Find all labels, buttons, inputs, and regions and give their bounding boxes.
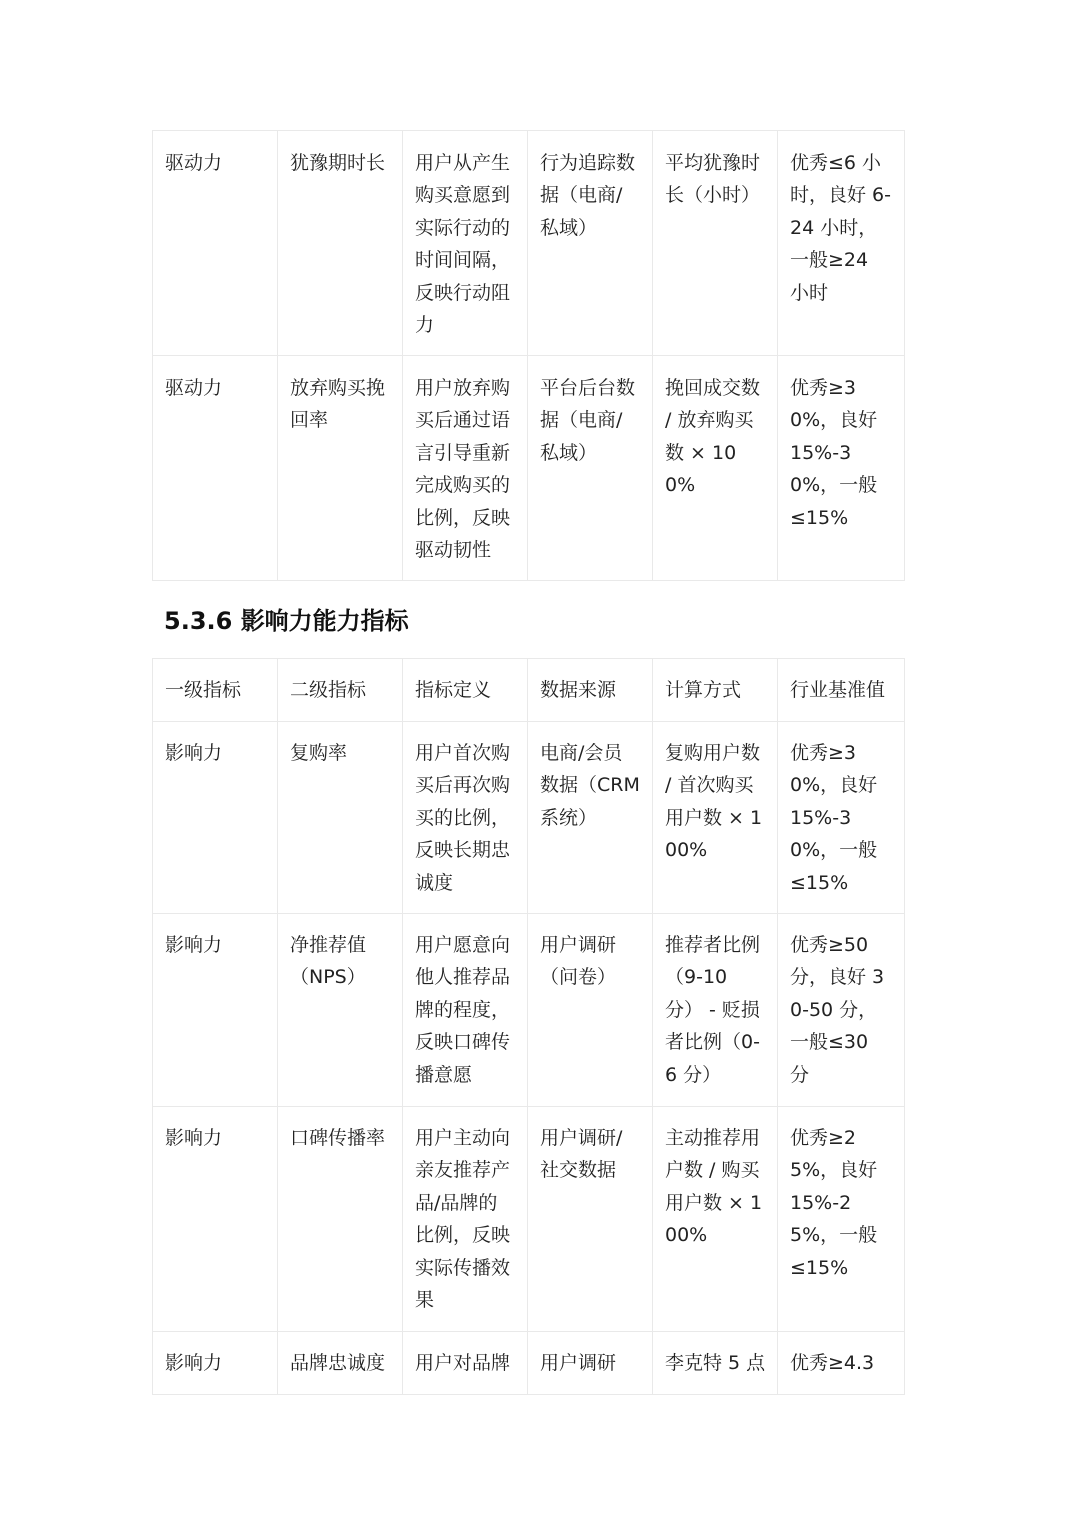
table-cell: 复购用户数 / 首次购买用户数 × 100% xyxy=(653,722,778,914)
column-header: 一级指标 xyxy=(153,659,278,722)
table-cell: 用户从产生购买意愿到实际行动的时间间隔，反映行动阻力 xyxy=(403,131,528,356)
table-cell: 用户调研 xyxy=(528,1332,653,1395)
table-cell: 优秀≥30%，良好 15%-30%，一般≤15% xyxy=(778,722,905,914)
table-row xyxy=(153,356,905,581)
column-header: 二级指标 xyxy=(278,659,403,722)
table-header-row xyxy=(153,659,905,722)
table-cell: 推荐者比例（9-10 分） - 贬损者比例（0-6 分） xyxy=(653,914,778,1107)
table-cell: 用户对品牌 xyxy=(403,1332,528,1395)
driving-force-table xyxy=(152,130,905,581)
table-cell: 优秀≥4.3 xyxy=(778,1332,905,1395)
influence-indicator-table xyxy=(152,658,905,1395)
table-cell: 影响力 xyxy=(153,1107,278,1332)
column-header: 指标定义 xyxy=(403,659,528,722)
table-row xyxy=(153,1332,905,1395)
table-cell: 用户调研/社交数据 xyxy=(528,1107,653,1332)
section-heading: 5.3.6 影响力能力指标 xyxy=(164,607,409,635)
table-row xyxy=(153,1107,905,1332)
table-cell: 行为追踪数据（电商/私域） xyxy=(528,131,653,356)
column-header: 计算方式 xyxy=(653,659,778,722)
table-cell: 优秀≥30%，良好 15%-30%，一般≤15% xyxy=(778,356,905,581)
table-cell: 驱动力 xyxy=(153,131,278,356)
table-cell: 用户愿意向他人推荐品牌的程度，反映口碑传播意愿 xyxy=(403,914,528,1107)
table-cell: 犹豫期时长 xyxy=(278,131,403,356)
table-cell: 放弃购买挽回率 xyxy=(278,356,403,581)
table-cell: 用户主动向亲友推荐产品/品牌的比例，反映实际传播效果 xyxy=(403,1107,528,1332)
table-cell: 品牌忠诚度 xyxy=(278,1332,403,1395)
table-row xyxy=(153,914,905,1107)
column-header: 数据来源 xyxy=(528,659,653,722)
table-cell: 复购率 xyxy=(278,722,403,914)
table-cell: 优秀≥50 分，良好 30-50 分，一般≤30 分 xyxy=(778,914,905,1107)
table-cell: 优秀≤6 小时，良好 6-24 小时，一般≥24 小时 xyxy=(778,131,905,356)
table-cell: 影响力 xyxy=(153,914,278,1107)
table-cell: 优秀≥25%，良好 15%-25%，一般≤15% xyxy=(778,1107,905,1332)
table-cell: 用户首次购买后再次购买的比例，反映长期忠诚度 xyxy=(403,722,528,914)
table-cell: 驱动力 xyxy=(153,356,278,581)
table-cell: 平台后台数据（电商/私域） xyxy=(528,356,653,581)
table-row xyxy=(153,722,905,914)
table-cell: 用户放弃购买后通过语言引导重新完成购买的比例，反映驱动韧性 xyxy=(403,356,528,581)
table-cell: 影响力 xyxy=(153,1332,278,1395)
table-cell: 挽回成交数 / 放弃购买数 × 100% xyxy=(653,356,778,581)
table-cell: 口碑传播率 xyxy=(278,1107,403,1332)
table-cell: 影响力 xyxy=(153,722,278,914)
table-cell: 用户调研（问卷） xyxy=(528,914,653,1107)
table-cell: 李克特 5 点 xyxy=(653,1332,778,1395)
table-cell: 净推荐值（NPS） xyxy=(278,914,403,1107)
table-cell: 主动推荐用户数 / 购买用户数 × 100% xyxy=(653,1107,778,1332)
document-page xyxy=(152,130,904,1395)
column-header: 行业基准值 xyxy=(778,659,905,722)
table-cell: 电商/会员数据（CRM 系统） xyxy=(528,722,653,914)
table-row xyxy=(153,131,905,356)
table-cell: 平均犹豫时长（小时） xyxy=(653,131,778,356)
